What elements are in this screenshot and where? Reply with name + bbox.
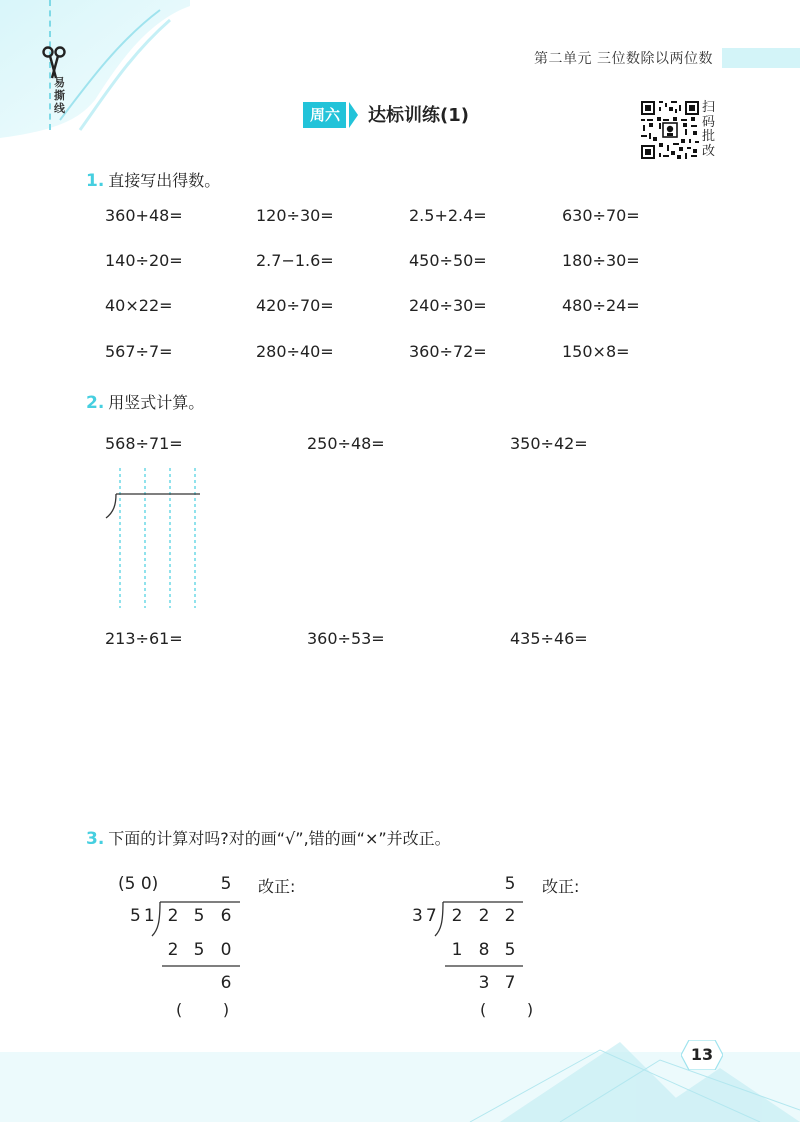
long-division-grid [100,468,210,608]
calc-1-product-digit: 2 [167,940,179,960]
vertical-problem: 350÷42= [510,434,588,453]
calc-1-dividend-digit: 2 [167,906,179,926]
problem-cell: 150×8= [562,342,630,361]
problem-cell: 180÷30= [562,251,640,270]
problem-cell: 630÷70= [562,206,640,225]
page-number: 13 [690,1045,714,1064]
problem-cell: 360+48= [105,206,183,225]
calc-2-correction-label: 改正: [542,877,580,896]
calc-2-dividend-digit: 2 [504,906,516,926]
calc-1-dividend-digit: 6 [220,906,232,926]
calc-1-quotient: 5 [220,874,232,894]
section-1-number: 1. [86,171,105,191]
problem-cell: 420÷70= [256,296,334,315]
problem-cell: 450÷50= [409,251,487,270]
calc-1-product-digit: 5 [193,940,205,960]
problem-cell: 280÷40= [256,342,334,361]
calc-2-product-digit: 5 [504,940,516,960]
calc-2-quotient: 5 [504,874,516,894]
calc-2-dividend-digit: 2 [478,906,490,926]
calc-2-division-bracket [431,894,527,974]
qr-code[interactable] [641,101,699,159]
header-band [722,48,800,68]
problem-cell: 480÷24= [562,296,640,315]
day-badge-arrow [349,102,358,128]
calc-2-product-digit: 8 [478,940,490,960]
section-1-title [86,168,220,191]
vertical-problem: 568÷71= [105,434,183,453]
section-1-label: 直接写出得数。 [108,171,221,190]
calc-2-answer-blank[interactable]: ( ) [480,1000,534,1019]
calc-1-dividend-digit: 5 [193,906,205,926]
footer-decoration [0,1020,800,1122]
calc-1-remainder: 6 [220,973,232,993]
calc-2-dividend-digit: 2 [451,906,463,926]
problem-cell: 140÷20= [105,251,183,270]
calc-2-divisor: 37 [412,906,440,926]
vertical-problem: 250÷48= [307,434,385,453]
problem-cell: 2.5+2.4= [409,206,487,225]
section-3-label: 下面的计算对吗?对的画“√”,错的画“×”并改正。 [108,829,451,848]
calc-1-divisor: 51 [130,906,158,926]
problem-cell: 240÷30= [409,296,487,315]
section-2-title [86,390,204,413]
vertical-problem: 213÷61= [105,629,183,648]
calc-2-product-digit: 1 [451,940,463,960]
vertical-problem: 435÷46= [510,629,588,648]
calc-2-remainder-digit: 7 [504,973,516,993]
calc-1-annotation: (5 0) [118,874,159,894]
calc-1-division-bracket [148,894,244,974]
scan-label: 扫码批改 [702,100,716,159]
problem-cell: 2.7−1.6= [256,251,334,270]
problem-cell: 120÷30= [256,206,334,225]
section-3-title [86,826,451,849]
corner-decoration [0,0,190,140]
problem-cell: 360÷72= [409,342,487,361]
vertical-problem: 360÷53= [307,629,385,648]
lesson-title: 达标训练(1) [368,105,469,126]
problem-cell: 567÷7= [105,342,173,361]
calc-1-answer-blank[interactable]: ( ) [176,1000,230,1019]
day-badge: 周六 [303,102,346,128]
calc-1-product-digit: 0 [220,940,232,960]
page-number-badge [681,1040,723,1070]
section-2-number: 2. [86,393,105,413]
tear-line-label: 易撕线 [54,76,65,115]
calc-2-remainder-digit: 3 [478,973,490,993]
section-3-number: 3. [86,829,105,849]
calc-1-correction-label: 改正: [258,877,296,896]
problem-cell: 40×22= [105,296,173,315]
section-2-label: 用竖式计算。 [108,393,205,412]
unit-label: 第二单元 三位数除以两位数 [534,51,713,67]
